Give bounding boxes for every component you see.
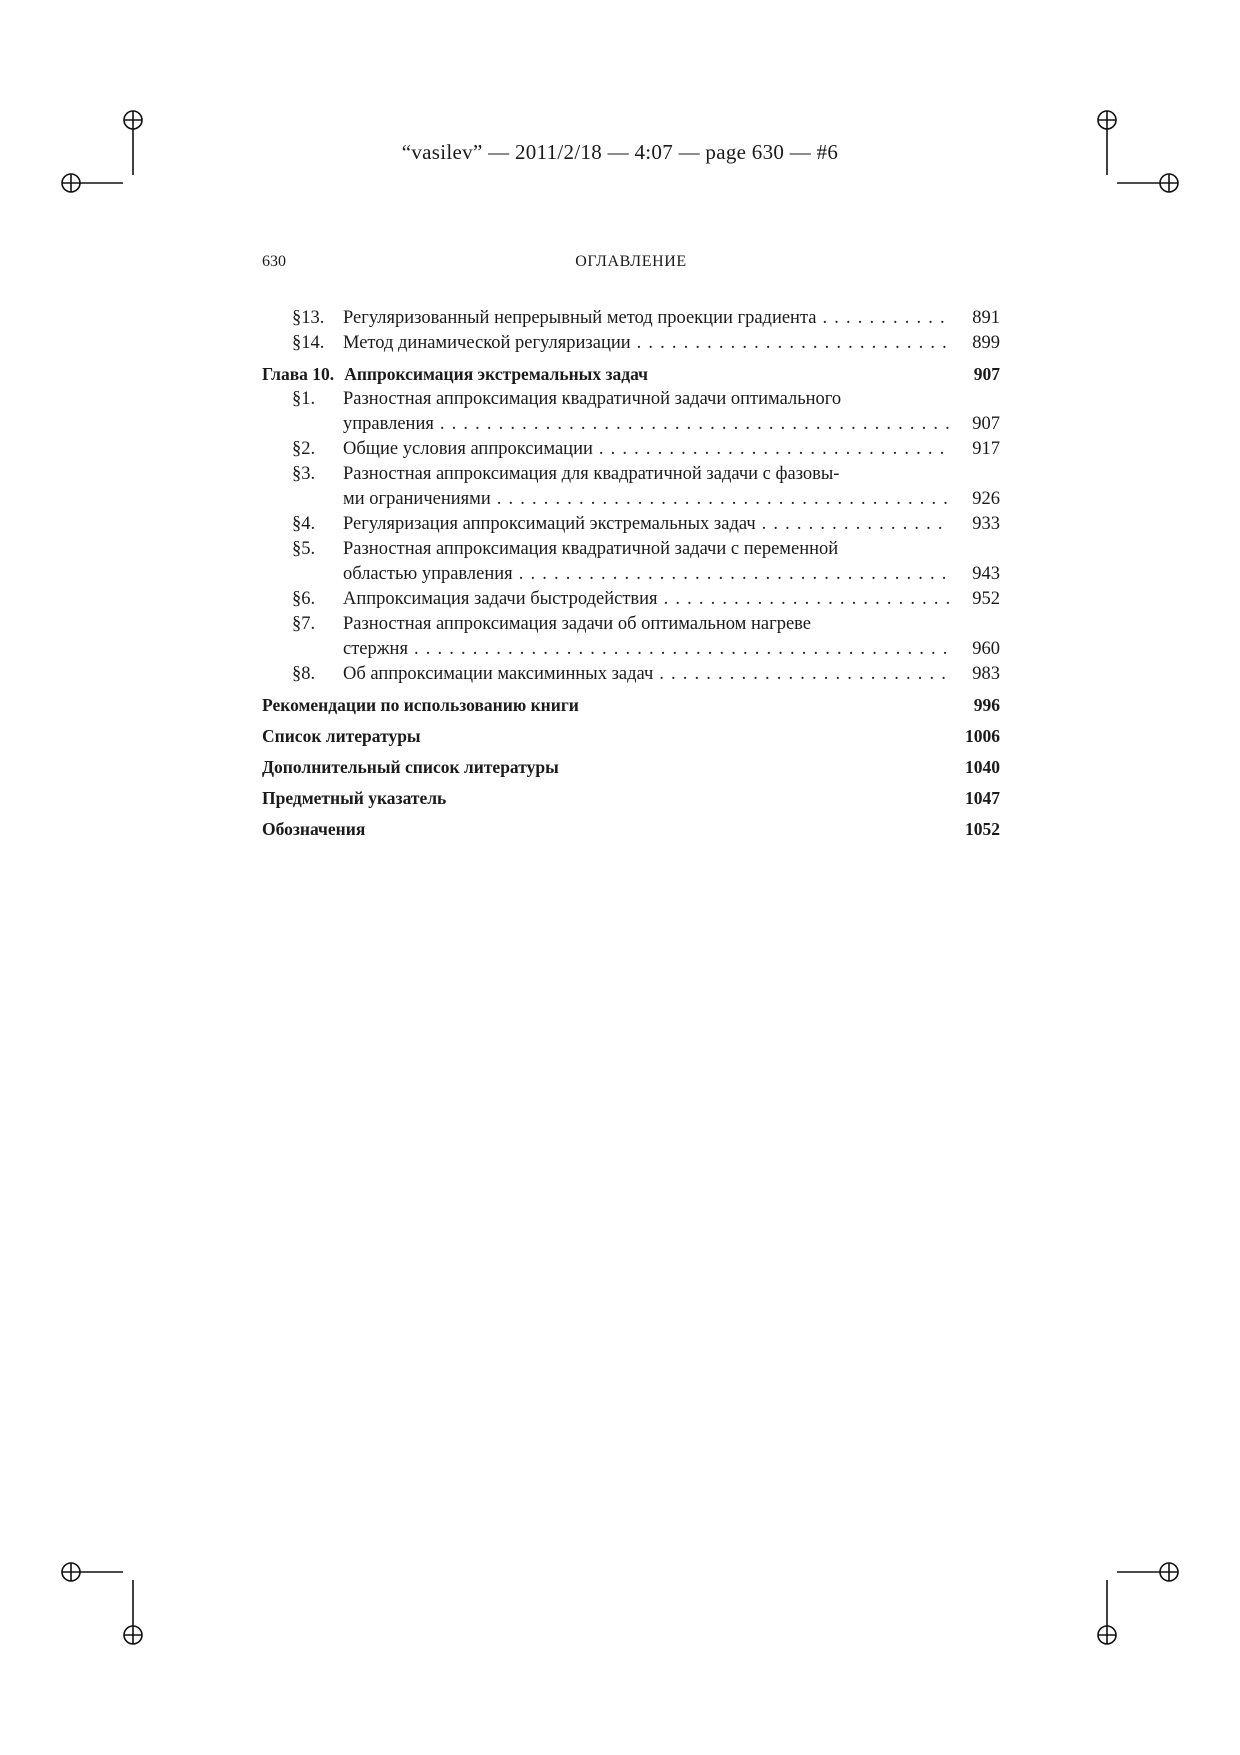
- section-number: §14.: [292, 333, 325, 353]
- dot-leader: [658, 587, 950, 612]
- chapter-label: Глава 10.: [262, 364, 335, 384]
- chapter-title: Аппроксимация экстремальных задач: [344, 364, 649, 384]
- printer-slug-line: “vasilev” — 2011/2/18 — 4:07 — page 630 — #6: [401, 140, 839, 164]
- toc-entry: [262, 512, 1000, 537]
- running-head: [262, 253, 1000, 277]
- page-ref: 926: [972, 489, 1000, 509]
- section-title-continued: областью управления: [343, 564, 513, 584]
- page-ref: 960: [972, 639, 1000, 659]
- section-title-continued: стержня: [343, 639, 408, 659]
- section-title: Регуляризованный непрерывный метод проекции градиента: [343, 308, 817, 328]
- page-ref: 917: [972, 439, 1000, 459]
- toc-entry: [262, 437, 1000, 462]
- toc-entry: [262, 462, 1000, 512]
- page-ref: 996: [973, 695, 1000, 715]
- page-ref: 899: [972, 333, 1000, 353]
- registration-mark-bottom-left: [62, 1563, 142, 1644]
- section-title: Аппроксимация задачи быстродействия: [343, 589, 658, 609]
- toc-entry: [262, 662, 1000, 687]
- toc-entry: [262, 587, 1000, 612]
- toc-backmatter-entry: [262, 755, 1000, 780]
- backmatter-title: Обозначения: [262, 819, 366, 839]
- toc-backmatter-entry: [262, 724, 1000, 749]
- section-number: §1.: [292, 389, 316, 409]
- toc-entry: [262, 387, 1000, 437]
- backmatter-title: Предметный указатель: [262, 788, 447, 808]
- section-number: §6.: [292, 589, 316, 609]
- dot-leader: [434, 412, 950, 437]
- section-title: Регуляризация аппроксимаций экстремальных задач: [343, 514, 756, 534]
- toc-backmatter-entry: [262, 693, 1000, 718]
- page-ref: 1047: [965, 788, 1000, 808]
- page-ref: 952: [972, 589, 1000, 609]
- page-ref: 1006: [965, 726, 1000, 746]
- page-ref: 1040: [965, 757, 1000, 777]
- dot-leader: [816, 306, 950, 331]
- toc-entry: [262, 537, 1000, 587]
- toc-entry: [262, 306, 1000, 331]
- page-ref: 933: [972, 514, 1000, 534]
- dot-leader: [408, 637, 950, 662]
- dot-leader: [513, 562, 950, 587]
- section-title: Разностная аппроксимация задачи об оптимальном нагреве: [343, 614, 812, 634]
- section-title: Разностная аппроксимация квадратичной задачи оптимального: [343, 389, 842, 409]
- section-number: §2.: [292, 439, 316, 459]
- toc-backmatter-entry: [262, 817, 1000, 842]
- section-title: Разностная аппроксимация квадратичной задачи с переменной: [343, 539, 839, 559]
- section-title-continued: ми ограничениями: [343, 489, 491, 509]
- section-number: §13.: [292, 308, 325, 328]
- page-number: 630: [262, 253, 286, 270]
- section-title: Общие условия аппроксимации: [343, 439, 593, 459]
- dot-leader: [631, 331, 950, 356]
- toc-entry: [262, 331, 1000, 356]
- dot-leader: [653, 662, 950, 687]
- toc-entry: [262, 612, 1000, 662]
- section-number: §8.: [292, 664, 316, 684]
- page-ref: 983: [972, 664, 1000, 684]
- backmatter-title: Список литературы: [262, 726, 421, 746]
- running-head-title: ОГЛАВЛЕНИЕ: [575, 253, 687, 270]
- backmatter-title: Дополнительный список литературы: [262, 757, 559, 777]
- table-of-contents: [262, 306, 1000, 842]
- toc-chapter-entry: [262, 362, 1000, 387]
- section-number: §4.: [292, 514, 316, 534]
- page-ref: 907: [972, 414, 1000, 434]
- section-number: §3.: [292, 464, 316, 484]
- section-title-continued: управления: [343, 414, 434, 434]
- dot-leader: [491, 487, 950, 512]
- section-title: Об аппроксимации максиминных задач: [343, 664, 654, 684]
- section-number: §5.: [292, 539, 316, 559]
- toc-backmatter-entry: [262, 786, 1000, 811]
- section-title: Метод динамической регуляризации: [343, 333, 631, 353]
- page-ref: 943: [972, 564, 1000, 584]
- dot-leader: [756, 512, 950, 537]
- page-ref: 907: [973, 364, 1000, 384]
- page-ref: 891: [972, 308, 1000, 328]
- backmatter-title: Рекомендации по использованию книги: [262, 695, 579, 715]
- page-ref: 1052: [965, 819, 1000, 839]
- dot-leader: [593, 437, 950, 462]
- section-number: §7.: [292, 614, 316, 634]
- section-title: Разностная аппроксимация для квадратичной задачи с фазовы-: [343, 464, 840, 484]
- registration-mark-bottom-right: [1098, 1563, 1178, 1644]
